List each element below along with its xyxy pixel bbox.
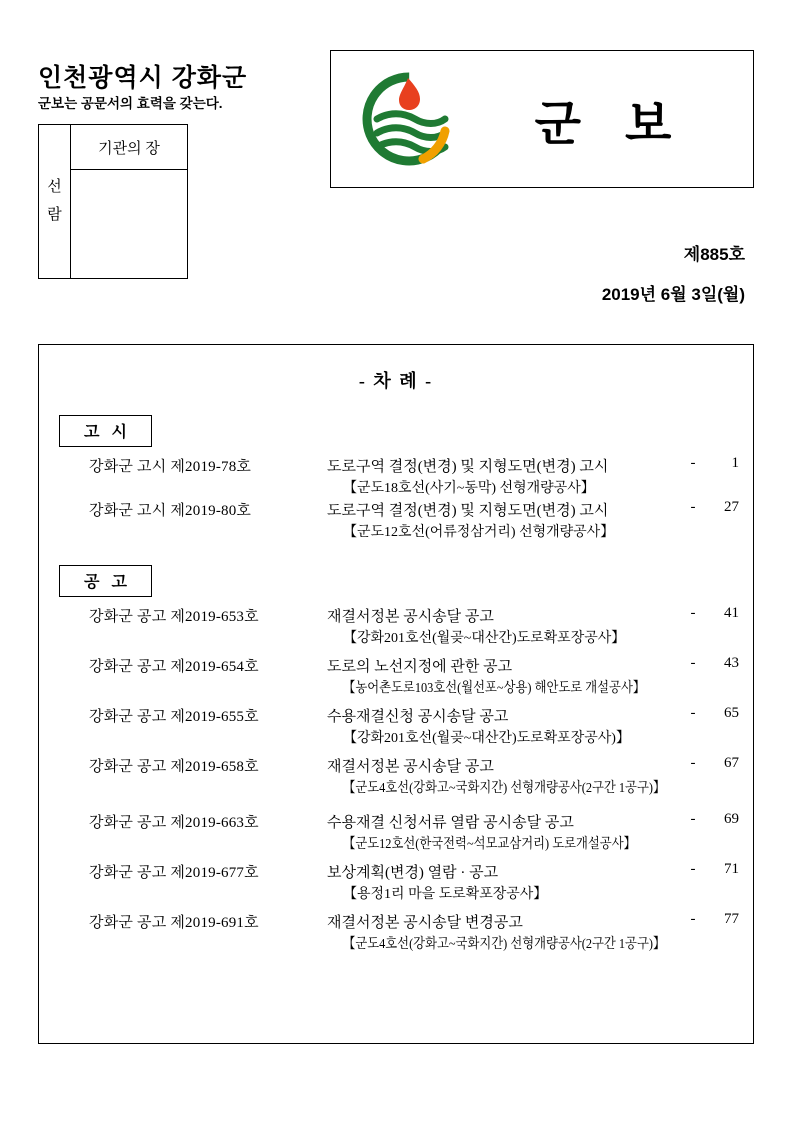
entry-title: 도로구역 결정(변경) 및 지형도면(변경) 고시: [327, 503, 609, 519]
stamp-left-char-1: 선: [47, 178, 62, 195]
entry-subtitle: 【강화201호선(월곶~대산간)도로확포장공사】: [343, 631, 626, 646]
entry-title: 수용재결 신청서류 열람 공시송달 공고: [327, 815, 574, 831]
toc-entries-gonggo: [59, 605, 753, 953]
entry-page-number: 67: [724, 755, 739, 771]
entry-subtitle: 【농어촌도로103호선(월선포~상용) 해안도로 개설공사】: [343, 681, 646, 696]
masthead-title: 군보: [534, 97, 716, 151]
issue-number: 제885호: [683, 245, 745, 264]
masthead-box: [330, 50, 754, 188]
toc-section-gosi: [59, 415, 753, 541]
entry-number: 강화군 공고 제2019-653호: [89, 609, 259, 625]
entry-title: 도로구역 결정(변경) 및 지형도면(변경) 고시: [327, 459, 609, 475]
document-header: [0, 0, 793, 320]
toc-section-gonggo: [59, 565, 753, 953]
entry-title: 도로의 노선지정에 관한 공고: [327, 659, 513, 675]
organization-title: 인천광역시 강화군: [38, 64, 248, 92]
entry-subtitle: 【용정1리 마을 도로확포장공사】: [343, 887, 548, 902]
entry-title: 재결서정본 공시송달 공고: [327, 759, 494, 775]
entry-subtitle: 【군도12호선(어류정삼거리) 선형개량공사】: [343, 525, 615, 540]
entry-page-number: 27: [724, 499, 739, 515]
entry-title: 재결서정본 공시송달 변경공고: [327, 915, 523, 931]
toc-title: [39, 367, 753, 393]
entry-number: 강화군 공고 제2019-691호: [89, 915, 259, 931]
entry-number: 강화군 고시 제2019-80호: [89, 503, 252, 519]
entry-page-number: 43: [724, 655, 739, 671]
entry-dash: -: [690, 861, 696, 877]
toc-entry[interactable]: [89, 705, 739, 747]
toc-entry[interactable]: [89, 655, 739, 697]
entry-subtitle: 【군도4호선(강화고~국화지간) 선형개량공사(2구간 1공구)】: [343, 937, 666, 952]
table-of-contents: [38, 344, 754, 1044]
entry-dash: -: [690, 755, 696, 771]
entry-number: 강화군 공고 제2019-658호: [89, 759, 259, 775]
toc-entry[interactable]: [89, 499, 739, 541]
entry-subtitle: 【군도18호선(사기~동막) 선형개량공사】: [343, 481, 595, 496]
toc-entry[interactable]: [89, 455, 739, 497]
entry-dash: -: [690, 911, 696, 927]
entry-subtitle: 【군도4호선(강화고~국화지간) 선형개량공사(2구간 1공구)】: [343, 781, 666, 796]
entry-subtitle: 【군도12호선(한국전력~석모교삼거리) 도로개설공사】: [343, 837, 636, 852]
entry-number: 강화군 공고 제2019-663호: [89, 815, 259, 831]
entry-subtitle: 【강화201호선(월곶~대산간)도로확포장공사)】: [343, 731, 630, 746]
entry-title: 수용재결신청 공시송달 공고: [327, 709, 509, 725]
toc-title-text: - 차 례 -: [358, 371, 434, 391]
entry-page-number: 41: [724, 605, 739, 621]
entry-title: 재결서정본 공시송달 공고: [327, 609, 494, 625]
ganghwa-gun-emblem-icon: [355, 69, 463, 169]
stamp-head-label: 기관의 장: [71, 125, 187, 170]
stamp-left-char-2: 람: [47, 206, 62, 223]
entry-title: 보상계획(변경) 열람 · 공고: [327, 865, 499, 881]
toc-entries-gosi: [59, 455, 753, 541]
entry-page-number: 71: [724, 861, 739, 877]
toc-entry[interactable]: [89, 755, 739, 797]
entry-page-number: 65: [724, 705, 739, 721]
entry-number: 강화군 공고 제2019-654호: [89, 659, 259, 675]
entry-number: 강화군 고시 제2019-78호: [89, 459, 252, 475]
toc-entry[interactable]: [89, 605, 739, 647]
entry-page-number: 69: [724, 811, 739, 827]
entry-dash: -: [690, 499, 696, 515]
toc-entry[interactable]: [89, 811, 739, 853]
toc-entry[interactable]: [89, 911, 739, 953]
entry-dash: -: [690, 811, 696, 827]
section-label-gosi: 고시: [59, 415, 152, 447]
toc-entry[interactable]: [89, 861, 739, 903]
entry-number: 강화군 공고 제2019-677호: [89, 865, 259, 881]
issue-date: 2019년 6월 3일(월): [601, 285, 745, 304]
entry-dash: -: [690, 655, 696, 671]
entry-dash: -: [690, 705, 696, 721]
entry-page-number: 1: [731, 455, 739, 471]
organization-subtitle: 군보는 공문서의 효력을 갖는다.: [38, 96, 223, 111]
entry-page-number: 77: [724, 911, 739, 927]
section-label-gonggo: 공고: [59, 565, 152, 597]
entry-dash: -: [690, 605, 696, 621]
entry-number: 강화군 공고 제2019-655호: [89, 709, 259, 725]
entry-dash: -: [690, 455, 696, 471]
